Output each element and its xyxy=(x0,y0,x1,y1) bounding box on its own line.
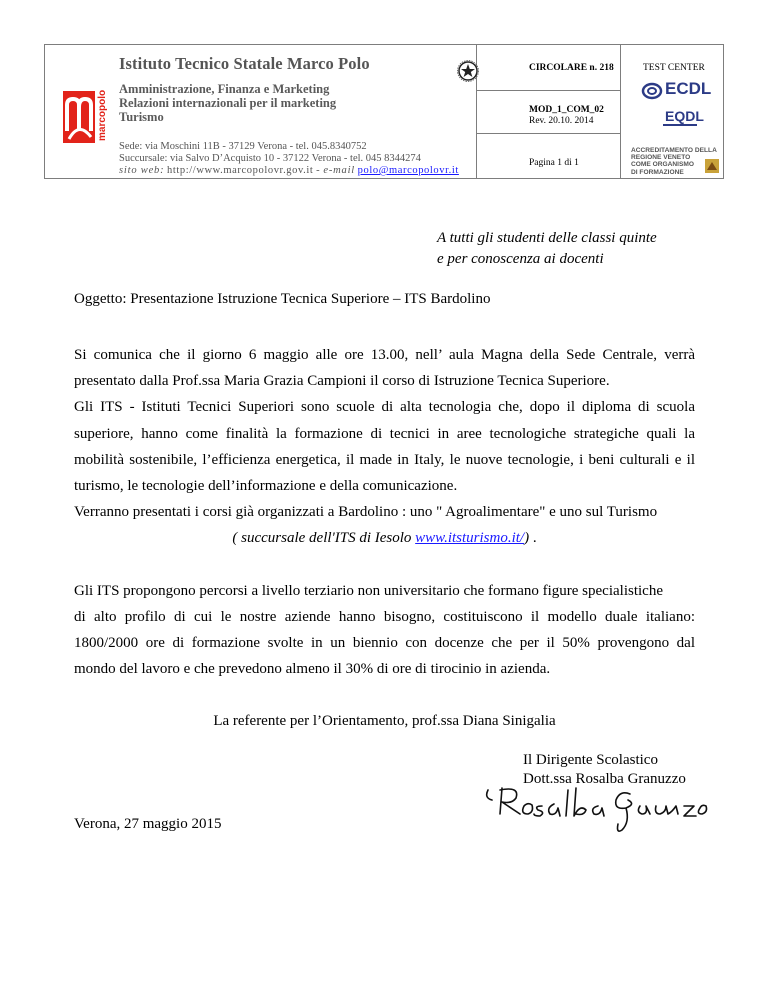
body-line: mondo del lavoro e che prevedono almeno il 30% di ore di tirocinio in azienda. xyxy=(74,661,551,678)
revision: Rev. 20.10. 2014 xyxy=(529,116,594,126)
subject-line: Oggetto: Presentazione Istruzione Tecnica Superiore – ITS Bardolino xyxy=(74,291,491,307)
body-line: Verranno presentati i corsi già organizzati a Bardolino : uno " Agroalimentare" e uno sul Turismo xyxy=(74,504,658,521)
school-address: Sede: via Moschini 11B - 37129 Verona - tel. 045.8340752 Succursale: via Salvo D’Acquisto 10 - 37122 Verona - tel. 045 8344274 sito web: http://www.marcopolovr.gov.it - e-mail polo@marcopolovr.it xyxy=(119,141,459,176)
body-line: presentato dalla Prof.ssa Maria Grazia Campioni il corso di Istruzione Tecnica Superiore. xyxy=(74,373,610,390)
body-line: Si comunica che il giorno 6 maggio alle ore 13.00, nell’ aula Magna della Sede Centrale, verrà xyxy=(74,347,695,363)
accreditation-text: ACCREDITAMENTO DELLA REGIONE VENETO COME ORGANISMO DI FORMAZIONE xyxy=(631,147,717,176)
body-line: ( succursale dell'ITS di Iesolo www.itsturismo.it/) . xyxy=(232,530,537,547)
test-center-label: TEST CENTER xyxy=(643,63,705,73)
body-line: Gli ITS propongono percorsi a livello terziario non universitario che formano figure specialistiche xyxy=(74,582,663,599)
veneto-region-icon xyxy=(705,159,719,173)
eqdl-logo: EQDL xyxy=(665,108,704,124)
school-name: Istituto Tecnico Statale Marco Polo xyxy=(119,54,370,73)
addressee-line: A tutti gli studenti delle classi quinte xyxy=(437,230,657,246)
department-item: Turismo xyxy=(119,110,164,124)
addressee-line: e per conoscenza ai docenti xyxy=(437,251,604,267)
website-link[interactable]: http://www.marcopolovr.gov.it xyxy=(167,165,314,176)
referent-line: La referente per l’Orientamento, prof.ssa Diana Sinigalia xyxy=(213,713,556,730)
page-number: Pagina 1 di 1 xyxy=(529,158,579,168)
website-label: sito web: xyxy=(119,165,165,176)
email-link[interactable]: polo@marcopolovr.it xyxy=(357,165,459,176)
handwritten-signature xyxy=(480,778,710,841)
address-main: Sede: via Moschini 11B - 37129 Verona - tel. 045.8340752 xyxy=(119,141,367,152)
body-line: Gli ITS - Istituti Tecnici Superiori sono scuole di alta tecnologia che, dopo il diploma di scuola xyxy=(74,399,695,416)
address-branch: Succursale: via Salvo D’Acquisto 10 - 37122 Verona - tel. 045 8344274 xyxy=(119,153,421,164)
departments xyxy=(119,82,336,124)
logo-text: marcopolo xyxy=(97,89,108,141)
marcopolo-logo xyxy=(53,83,109,147)
body-line: superiore, hanno come finalità la formazione di tecnici in aree tecnologiche strategiche quali la xyxy=(74,425,695,442)
department-item: Relazioni internazionali per il marketing xyxy=(119,96,337,110)
addressee xyxy=(437,228,657,270)
body-line: 1800/2000 ore di formazione svolte in un biennio con docenze che per il 50% provengono dal xyxy=(74,635,695,652)
email-label: e-mail xyxy=(323,165,356,176)
letter-date: Verona, 27 maggio 2015 xyxy=(74,816,222,832)
body-paragraph-1 xyxy=(74,342,695,735)
circolare-number: CIRCOLARE n. 218 xyxy=(529,63,614,73)
signature-title: Il Dirigente Scolastico xyxy=(523,752,658,768)
ecdl-logo-icon xyxy=(641,81,663,106)
its-turismo-link[interactable]: www.itsturismo.it/ xyxy=(415,530,525,547)
module-code: MOD_1_COM_02 xyxy=(529,105,604,115)
body-line: turismo, le tecnologie dell’informazione e della comunicazione. xyxy=(74,478,458,495)
body-line: di alto profilo di cui le nostre aziende hanno bisogno, costituiscono il modello duale italiano: xyxy=(74,608,695,625)
department-item: Amministrazione, Finanza e Marketing xyxy=(119,82,330,96)
ecdl-logo: ECDL xyxy=(665,79,712,98)
republic-emblem-icon xyxy=(457,59,479,88)
branch-note: ( succursale dell'ITS di Iesolo xyxy=(232,530,416,547)
letterhead xyxy=(44,44,724,179)
signature-name: Dott.ssa Rosalba Granuzzo xyxy=(523,771,686,787)
body-line: mobilità sostenibile, l’efficienza energetica, il made in Italy, le nuove tecnologie, i beni culturali e il xyxy=(74,451,695,468)
